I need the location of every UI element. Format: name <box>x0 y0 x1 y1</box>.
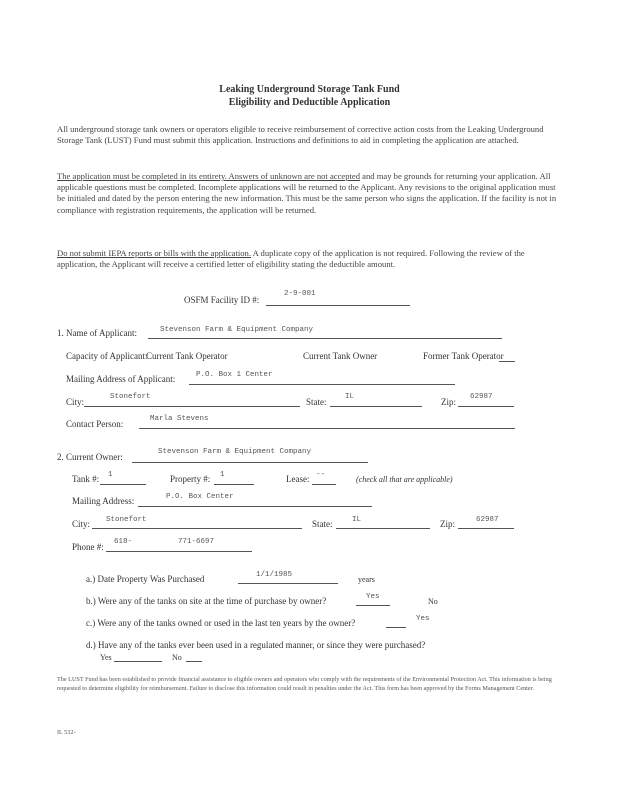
osfm-facility-id-field[interactable]: 2-9-001 <box>284 290 316 298</box>
question-d-no-line <box>186 661 202 662</box>
unknown-not-accepted-note: Answers of unknown are not accepted <box>226 171 361 181</box>
question-a-label: a.) Date Property Was Purchased <box>86 574 205 584</box>
owner-zip-field[interactable]: 62987 <box>476 516 499 524</box>
owner-state-label: State: <box>312 519 333 529</box>
check-applicable-note: (check all that are applicable) <box>356 475 453 484</box>
owner-phone-label: Phone #: <box>72 542 104 552</box>
form-title-line1: Leaking Underground Storage Tank Fund <box>219 84 400 95</box>
applicant-name-label: 1. Name of Applicant: <box>57 328 137 338</box>
question-b-yes-line <box>356 605 390 606</box>
owner-phone-area-field[interactable]: 618- <box>114 538 133 546</box>
tank-number-label: Tank #: <box>72 474 100 484</box>
owner-mailing-label: Mailing Address: <box>72 496 135 506</box>
applicant-zip-field[interactable]: 62987 <box>470 393 493 401</box>
applicant-state-line <box>330 406 422 407</box>
question-d-label: d.) Have any of the tanks ever been used in a regulated manner, or since they were purchased? <box>86 640 426 650</box>
tank-number-line <box>100 484 146 485</box>
applicant-city-label: City: <box>66 397 85 407</box>
owner-zip-line <box>458 528 514 529</box>
owner-state-field[interactable]: IL <box>352 516 362 524</box>
question-c-yes-line <box>386 627 406 628</box>
complete-entirety-note: The application must be completed in its entirety. <box>57 171 227 181</box>
question-d-yes-line <box>114 661 162 662</box>
intro-paragraph-3 <box>57 248 563 270</box>
tank-number-field[interactable]: 1 <box>108 471 113 479</box>
intro-paragraph-1: All underground storage tank owners or operators eligible to receive reimbursement of corrective action costs from the Leaking Underground Storage Tank (LUST) Fund must submit this application. Instructions and definitions to aid in completing the application are attached. <box>57 124 544 146</box>
lease-line <box>312 484 336 485</box>
applicant-city-field[interactable]: Stonefort <box>110 393 151 401</box>
owner-phone-number-field[interactable]: 771-6697 <box>178 538 215 546</box>
applicant-mailing-label: Mailing Address of Applicant: <box>66 374 176 384</box>
capacity-former-operator-line <box>499 361 515 362</box>
applicant-state-label: State: <box>306 397 327 407</box>
capacity-label: Capacity of Applicant: <box>66 351 148 361</box>
owner-zip-label: Zip: <box>440 519 455 529</box>
current-owner-label: 2. Current Owner: <box>57 452 123 462</box>
owner-phone-line <box>106 551 252 552</box>
question-c-yes[interactable]: Yes <box>416 615 430 623</box>
question-c-label: c.) Were any of the tanks owned or used in the last ten years by the owner? <box>86 618 356 628</box>
owner-mailing-field[interactable]: P.O. Box Center <box>166 493 234 501</box>
owner-state-line <box>336 528 430 529</box>
question-d-no[interactable]: No <box>172 653 182 662</box>
contact-person-line <box>139 428 515 429</box>
property-number-label: Property #: <box>170 474 211 484</box>
applicant-mailing-field[interactable]: P.O. Box 1 Center <box>196 371 273 379</box>
property-number-line <box>214 484 254 485</box>
applicant-zip-line <box>458 406 514 407</box>
applicant-name-field[interactable]: Stevenson Farm & Equipment Company <box>160 326 314 334</box>
question-b-no[interactable]: No <box>428 597 438 606</box>
capacity-option-current-owner[interactable]: Current Tank Owner <box>303 351 378 361</box>
question-d-yes[interactable]: Yes <box>100 653 112 662</box>
intro-paragraph-2-rest: and may be grounds for returning your application. All applicable questions must be completed. Incomplete applications will be returned to the Applicant. Any revisions to the original application must be initialed and dated by the person entering the new information. This must be the same person who signs the application. If the facility is not in compliance with registration requirements, the application will be returned. <box>57 171 557 215</box>
owner-city-label: City: <box>72 519 91 529</box>
capacity-option-former-operator[interactable]: Former Tank Operator <box>423 351 504 361</box>
question-a-line <box>238 583 338 584</box>
property-number-field[interactable]: 1 <box>220 471 225 479</box>
contact-person-label: Contact Person: <box>66 419 124 429</box>
applicant-name-line <box>148 338 502 339</box>
owner-city-line <box>92 528 302 529</box>
form-number: IL 532- <box>57 729 76 736</box>
applicant-mailing-line <box>189 384 455 385</box>
footnote-text: The LUST Fund has been established to provide financial assistance to eligible owners and operators who comply with the requirements of the Environmental Protection Act. This information is being requested to determine eligibility for reimbursement. Failure to disclose this information could result in penalties under the Act. This form has been approved by the Forms Management Center. <box>57 676 552 692</box>
question-a-field[interactable]: 1/1/1985 <box>256 571 293 579</box>
intro-paragraph-2 <box>57 171 563 216</box>
intro-paragraph-3-rest: A duplicate copy of the application is not required. Following the review of the application, the Applicant will receive a certified letter of eligibility stating the deductible amount. <box>57 248 525 270</box>
applicant-zip-label: Zip: <box>441 397 456 407</box>
question-b-label: b.) Were any of the tanks on site at the time of purchase by owner? <box>86 596 327 606</box>
contact-person-field[interactable]: Marla Stevens <box>150 415 209 423</box>
osfm-facility-id-label: OSFM Facility ID #: <box>184 295 260 305</box>
lease-field[interactable]: -- <box>316 471 326 479</box>
form-title-line2: Eligibility and Deductible Application <box>228 97 391 108</box>
owner-mailing-line <box>138 506 372 507</box>
applicant-state-field[interactable]: IL <box>345 393 355 401</box>
question-b-yes[interactable]: Yes <box>366 593 380 601</box>
question-a-tail: years <box>358 575 375 584</box>
applicant-city-line <box>84 406 300 407</box>
current-owner-field[interactable]: Stevenson Farm & Equipment Company <box>158 448 312 456</box>
owner-city-field[interactable]: Stonefort <box>106 516 147 524</box>
osfm-facility-id-line <box>266 305 410 306</box>
current-owner-line <box>132 462 368 463</box>
do-not-submit-note: Do not submit IEPA reports or bills with the application. <box>57 248 251 258</box>
capacity-option-current-operator[interactable]: Current Tank Operator <box>146 351 228 361</box>
lease-label: Lease: <box>286 474 310 484</box>
